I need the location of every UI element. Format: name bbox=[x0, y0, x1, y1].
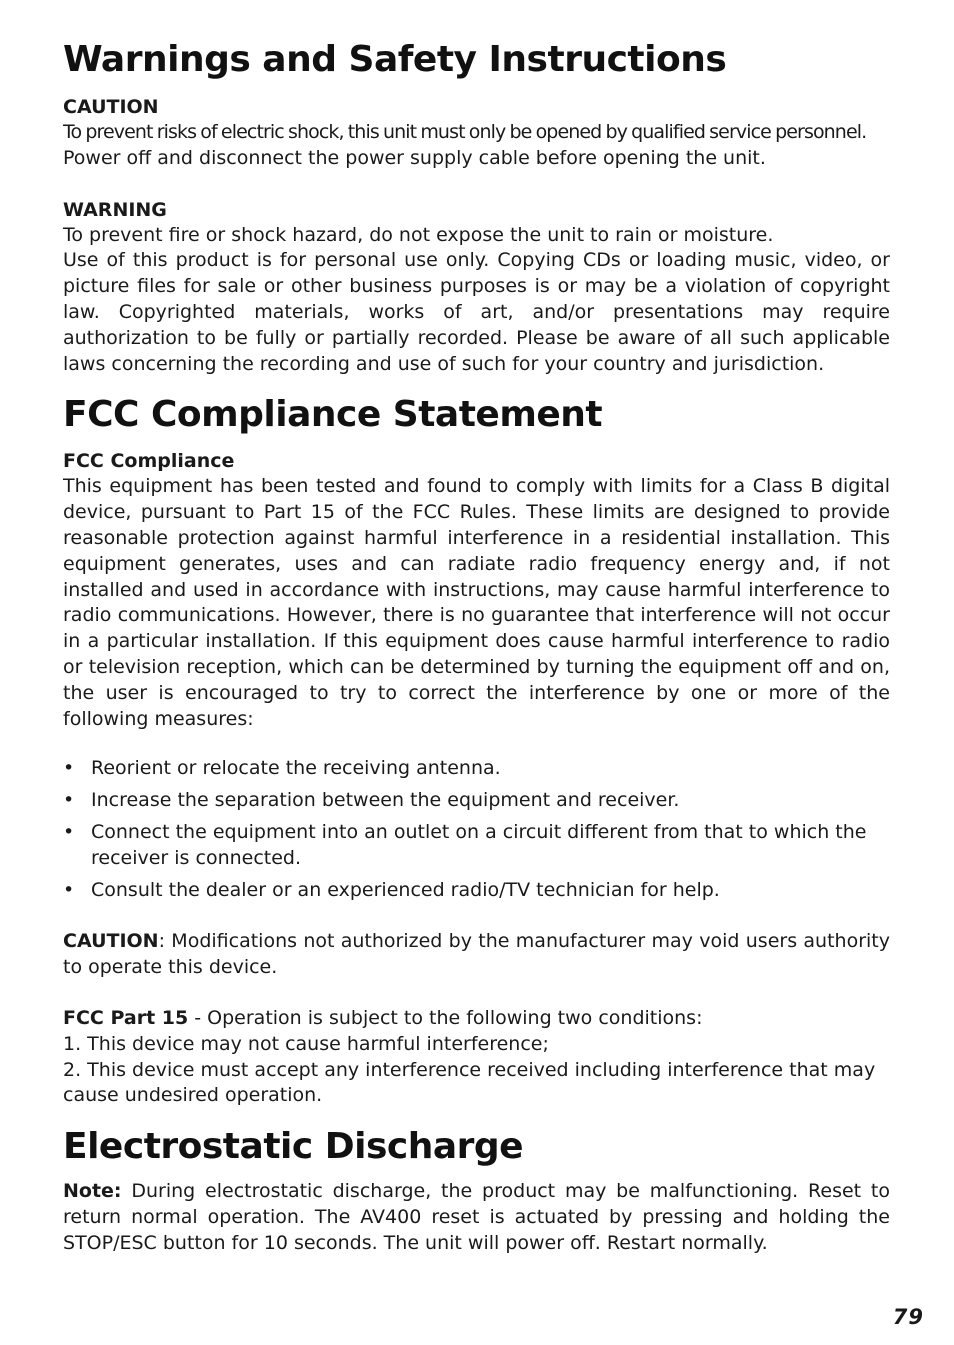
list-item bbox=[63, 788, 890, 814]
warning-line-1: To prevent fire or shock hazard, do not expose the unit to rain or moisture. bbox=[63, 223, 774, 246]
warning-label: WARNING bbox=[63, 198, 167, 221]
page-number: 79 bbox=[892, 1305, 924, 1329]
bullet: • bbox=[63, 878, 75, 901]
fcc-caution-label: CAUTION bbox=[63, 930, 159, 953]
fcc-heading: FCC Compliance Statement bbox=[63, 394, 603, 436]
fcc-compliance-label: FCC Compliance bbox=[63, 450, 235, 473]
fcc-caution-paragraph bbox=[63, 929, 890, 981]
measures-list bbox=[63, 756, 890, 903]
condition-2: 2. This device must accept any interference received including interference that may cause undesired operation. bbox=[63, 1058, 876, 1107]
condition-1: 1. This device may not cause harmful interference; bbox=[63, 1032, 549, 1055]
document-page bbox=[63, 36, 890, 1257]
caution-line-2: Power off and disconnect the power supply cable before opening the unit. bbox=[63, 146, 766, 169]
bullet: • bbox=[63, 789, 75, 812]
esd-note-label: Note: bbox=[63, 1180, 122, 1203]
warning-paragraph: Use of this product is for personal use only. Copying CDs or loading music, video, or picture files for sale or other business purposes is or may be a violation of copyright law. Copyrighted materials, works of art, and/or presentations may require authorization to be fully or partially recorded. Please be aware of all such applicable laws concerning the recording and use of such for your country and jurisdiction. bbox=[63, 249, 890, 375]
fcc-paragraph: This equipment has been tested and found to comply with limits for a Class B digital device, pursuant to Part 15 of the FCC Rules. These limits are designed to provide reasonable protection against harmful interference in a residential installation. This equipment generates, uses and can radiate radio frequency energy and, if not installed and used in accordance with instructions, may cause harmful interference to radio communications. However, there is no guarantee that interference will not occur in a particular installation. If this equipment does cause harmful interference to radio or television reception, which can be determined by turning the equipment off and on, the user is encouraged to try to correct the interference by one or more of the following measures: bbox=[63, 475, 890, 730]
caution-line-1: To prevent risks of electric shock, this unit must only be opened by qualified service personnel. bbox=[63, 121, 867, 143]
part15-line bbox=[63, 1006, 890, 1032]
esd-heading: Electrostatic Discharge bbox=[63, 1126, 524, 1168]
esd-note-paragraph bbox=[63, 1179, 890, 1256]
measure-text: Connect the equipment into an outlet on a circuit different from that to which the receiver is connected. bbox=[91, 820, 867, 869]
measure-text: Reorient or relocate the receiving antenna. bbox=[91, 757, 501, 780]
bullet: • bbox=[63, 820, 75, 843]
part15-text: - Operation is subject to the following two conditions: bbox=[188, 1006, 703, 1029]
list-item bbox=[63, 820, 890, 872]
measure-text: Consult the dealer or an experienced radio/TV technician for help. bbox=[91, 878, 720, 901]
bullet: • bbox=[63, 757, 75, 780]
safety-heading: Warnings and Safety Instructions bbox=[63, 39, 727, 80]
part15-label: FCC Part 15 bbox=[63, 1006, 189, 1029]
measure-text: Increase the separation between the equipment and receiver. bbox=[91, 789, 680, 812]
esd-note-text: During electrostatic discharge, the product may be malfunctioning. Reset to return normal operation. The AV400 reset is actuated by pressing and holding the STOP/ESC button for 10 seconds. The unit will power off. Restart normally. bbox=[63, 1180, 890, 1254]
caution-label: CAUTION bbox=[63, 96, 159, 118]
fcc-caution-text: : Modifications not authorized by the manufacturer may void users authority to operate this device. bbox=[63, 930, 890, 979]
list-item bbox=[63, 878, 890, 904]
list-item bbox=[63, 756, 890, 782]
